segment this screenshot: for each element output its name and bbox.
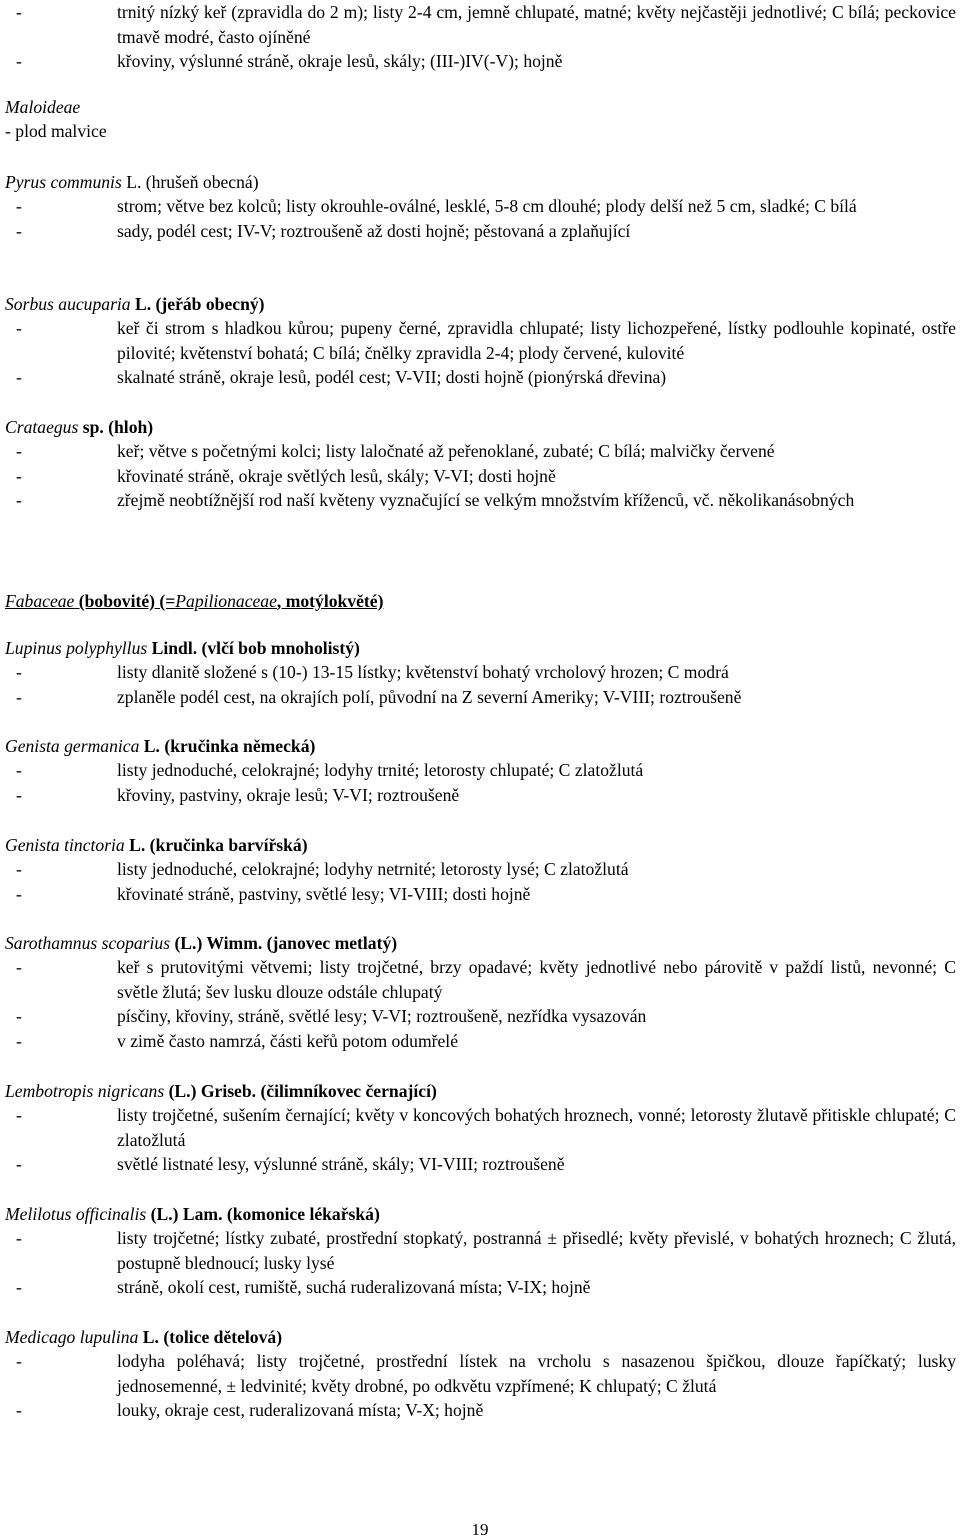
species-pyrus [5, 170, 956, 243]
list-item: - listy trojčetné; lístky zubaté, prostřední stopkatý, postranná ± přisedlé; květy převislé, v bohatých hroznech; C žlutá, postupně blednoucí; lusky lysé [16, 1228, 956, 1273]
list-item: - listy jednoduché, celokrajné; lodyhy netrnité; letorosty lysé; C zlatožlutá [16, 859, 629, 879]
section-maloideae [5, 95, 956, 143]
list-item: - keř či strom s hladkou kůrou; pupeny černé, zpravidla chlupaté; listy lichozpeřené, lístky podlouhle kopinaté, ostře pilovité; květenství bohatá; C bílá; čnělky zpravidla 2-4; plody červené, kulovité [16, 318, 956, 363]
list-item: - strom; větve bez kolců; listy okrouhle-oválné, lesklé, 5-8 cm dlouhé; plody delší než 5 cm, sladké; C bílá [16, 196, 857, 216]
species-melilotus [5, 1202, 956, 1300]
list-item: - listy dlanitě složené s (10-) 13-15 lístky; květenství bohatý vrcholový hrozen; C modrá [16, 662, 729, 682]
list-item: - křoviny, výslunné stráně, okraje lesů, skály; (III-)IV(-V); hojně [16, 51, 563, 71]
list-item: - v zimě často namrzá, části keřů potom odumřelé [16, 1030, 458, 1051]
species-heading: Melilotus officinalis (L.) Lam. (komonice lékařská) [5, 1204, 380, 1224]
intro-list [5, 0, 956, 74]
list-item: - křovinaté stráně, pastviny, světlé lesy; VI-VIII; dosti hojně [16, 883, 531, 904]
page-number: 19 [471, 1520, 489, 1539]
species-crataegus [5, 415, 956, 513]
list-item: - plod malvice [5, 121, 107, 141]
list-item: - keř; větve s početnými kolci; listy laločnaté až peřenoklané, zubaté; C bílá; malvičky červené [16, 441, 775, 461]
list-item: - zplaněle podél cest, na okrajích polí, původní na Z severní Ameriky; V-VIII; roztroušeně [16, 686, 742, 707]
species-heading: Lembotropis nigricans (L.) Griseb. (čilimníkovec černající) [5, 1081, 437, 1101]
species-heading: Sorbus aucuparia L. (jeřáb obecný) [5, 294, 265, 314]
species-medicago [5, 1325, 956, 1423]
species-lembotropis [5, 1079, 956, 1177]
subfamily-title: Maloideae [5, 97, 81, 117]
species-heading: Lupinus polyphyllus Lindl. (vlčí bob mnoholistý) [5, 638, 360, 658]
list-item: - zřejmě neobtížnější rod naší květeny vyznačující se velkým množstvím kříženců, vč. několikanásobných [16, 490, 855, 510]
species-heading: Pyrus communis L. (hrušeň obecná) [5, 172, 259, 192]
species-sarothamnus [5, 931, 956, 1053]
list-item: - sady, podél cest; IV-V; roztroušeně až dosti hojně; pěstovaná a zplaňující [16, 220, 631, 241]
list-item: - trnitý nízký keř (zpravidla do 2 m); listy 2-4 cm, jemně chlupaté, matné; květy nejčastěji jednotlivé; C bílá; peckovice tmavě modré, často ojíněné [16, 2, 956, 47]
species-heading: Genista tinctoria L. (kručinka barvířská) [5, 835, 308, 855]
species-heading: Crataegus sp. (hloh) [5, 417, 154, 437]
list-item: - listy trojčetné, sušením černající; květy v koncových bohatých hroznech, vonné; letorosty žlutavě přitiskle chlupaté; C zlatožlutá [16, 1105, 956, 1150]
species-lupinus [5, 636, 956, 709]
species-genista-germanica [5, 734, 956, 807]
species-genista-tinctoria [5, 833, 956, 906]
family-heading: Fabaceae (bobovité) (=Papilionaceae, motýlokvěté) [5, 591, 384, 611]
list-item: - lodyha poléhavá; listy trojčetné, prostřední lístek na vrcholu s nasazenou špičkou, dlouze řapíčkatý; lusky jednosemenné, ± ledvinité; květy drobné, po odkvětu vzpřímené; K chlupatý; C žlutá [16, 1351, 956, 1396]
list-item: - keř s prutovitými větvemi; listy trojčetné, brzy opadavé; květy jednotlivé nebo párovitě v paždí listů, nevonné; C světle žlutá; šev lusku dlouze odstále chlupatý [16, 957, 956, 1002]
species-heading: Genista germanica L. (kručinka německá) [5, 736, 316, 756]
species-sorbus [5, 292, 956, 390]
list-item: - louky, okraje cest, ruderalizovaná místa; V-X; hojně [16, 1400, 484, 1420]
list-item: - písčiny, křoviny, stráně, světlé lesy; V-VI; roztroušeně, nezřídka vysazován [16, 1006, 647, 1026]
species-heading: Medicago lupulina L. (tolice dětelová) [5, 1327, 283, 1347]
list-item: - křovinaté stráně, okraje světlých lesů, skály; V-VI; dosti hojně [16, 465, 556, 486]
species-heading: Sarothamnus scoparius (L.) Wimm. (janovec metlatý) [5, 933, 398, 953]
list-item: - světlé listnaté lesy, výslunné stráně, skály; VI-VIII; roztroušeně [16, 1154, 565, 1174]
list-item: - stráně, okolí cest, rumiště, suchá ruderalizovaná místa; V-IX; hojně [16, 1277, 591, 1297]
list-item: - listy jednoduché, celokrajné; lodyhy trnité; letorosty chlupaté; C zlatožlutá [16, 760, 644, 780]
list-item: - skalnaté stráně, okraje lesů, podél cest; V-VII; dosti hojně (pionýrská dřevina) [16, 367, 667, 387]
list-item: - křoviny, pastviny, okraje lesů; V-VI; roztroušeně [16, 784, 460, 805]
